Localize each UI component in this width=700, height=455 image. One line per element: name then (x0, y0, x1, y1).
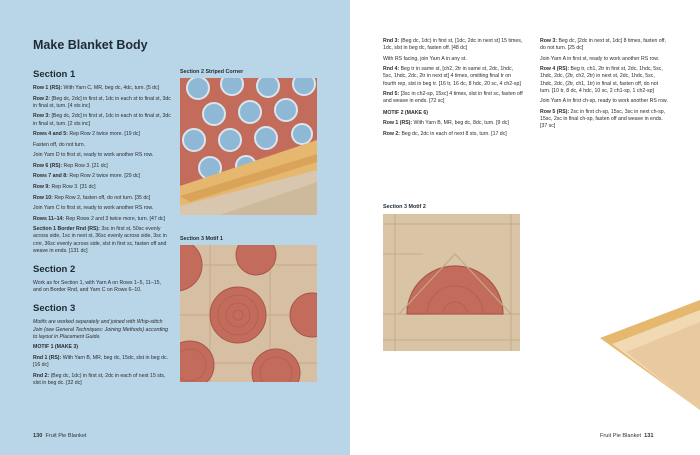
instruction-text: Rep Row 2, fasten off, do not turn. [35 dc] (52, 194, 151, 201)
instruction-paragraph (33, 226, 171, 255)
instruction-paragraph (33, 163, 171, 170)
motif-1-heading: MOTIF 1 (MAKE 3) (33, 344, 78, 351)
instruction-label: Rows 4 and 5: (33, 131, 68, 138)
section-3-note: Motifs are worked separately and joined with Whip-stitch Join (see General Techniques: Joining Methods) according to layout in Placement Guide. (33, 319, 169, 340)
section-2-text: Work as for Section 1, with Yarn A on Rows 1–5, 11–15, and on Border Rnd, and Yarn C on Rows 6–10. (33, 280, 161, 294)
instruction-label: Section 1 Border Rnd (RS): (33, 226, 100, 233)
page-title: Make Blanket Body (33, 38, 148, 52)
instruction-text: 3sc in first st, 50sc evenly across side, 1sc in next st, 36sc evenly across side, 3sc in crnr, 36sc evenly across side, slst in first sc, fasten off and weave in ends. [131 dc] (33, 226, 167, 254)
instruction-paragraph (33, 205, 171, 212)
instruction-label: Row 5 (RS): (540, 108, 570, 115)
instruction-text: Rep Row 2 twice more. [19 dc] (67, 131, 140, 138)
instruction-text: Join Yarn A in first st, ready to work another RS row. (540, 55, 660, 62)
instruction-text: Beg dc, 2dc in each of next 8 sts, turn. [17 dc] (400, 130, 507, 137)
instruction-label: Rnd 5: (383, 91, 400, 98)
instruction-paragraph (33, 355, 171, 369)
instruction-text: Rep Rows 2 and 3 twice more, turn. [47 dc] (64, 215, 166, 222)
instruction-text: Rep Row 2 twice more. [29 dc] (67, 173, 140, 180)
page-number-left: 130 (33, 433, 43, 439)
instruction-label: Row 6 (RS): (33, 162, 63, 169)
instruction-text: Beg dc, [2dc in next st, 1dc] 8 times, fasten off, do not turn. [25 dc] (540, 38, 666, 52)
instruction-label: Row 2: (33, 95, 51, 102)
running-title-right: Fruit Pie Blanket (600, 433, 642, 439)
instruction-text: (Beg dc, 1dc) in first st, [1dc, 2dc in next st] 15 times, 1dc, slst in beg dc, fasten off. [48 dc] (383, 38, 523, 52)
instruction-paragraph (540, 109, 668, 131)
instruction-text: Rep Row 3. [21 dc] (62, 162, 108, 169)
instruction-text: [Beg dc, 2dc] in first st, 1dc in each st to final st, 3dc in final st, turn. [2 sts inc] (33, 113, 171, 127)
instruction-label: Row 3: (540, 38, 558, 44)
motif-1-instructions (33, 355, 171, 387)
instruction-text: (Beg dc, 1dc) in first st, 2dc in each of next 15 sts, slst in beg dc. [32 dc] (33, 372, 166, 386)
instruction-label: Rows 11–14: (33, 215, 65, 222)
left-footer (33, 433, 87, 439)
photo-striped-corner (180, 78, 317, 215)
instruction-label: Rnd 4: (383, 66, 400, 73)
instruction-paragraph (33, 152, 171, 159)
instruction-label: Rnd 1 (RS): (33, 354, 62, 361)
motif-2-instructions (383, 120, 523, 138)
running-title-left: Fruit Pie Blanket (45, 433, 87, 439)
instruction-text: With Yarn B, MR, beg dc, 15dc, slst in beg dc. [16 dc] (33, 354, 169, 369)
instruction-label: Row 4 (RS): (540, 66, 570, 73)
instruction-paragraph (33, 173, 171, 180)
right-text-column-2 (540, 38, 668, 134)
instruction-label: Rows 7 and 8: (33, 173, 68, 180)
instruction-text: [Beg dc, 2dc] in first st, 1dc in each st to final st, 3dc in final st, turn. [4 sts inc] (33, 95, 171, 109)
section-2-heading: Section 2 (33, 263, 76, 275)
instruction-text: Beg tr in same st, [ch2, 2tr in same st, 2dc, 1hdc, 5sc, 1hdc, 2dc, 2tr in next st] 4 times, omitting final tr on fourth rep, slst in beg tr. [16 tr, 16 dc, 8 hdc, 20 sc, 4 ch2-sp] (383, 66, 521, 87)
motif-1-continued-instructions (383, 38, 523, 106)
instruction-paragraph (33, 216, 171, 223)
instruction-text: Fasten off, do not turn. (33, 141, 86, 148)
instruction-text: Join Yarn D to first st, ready to work another RS row. (33, 152, 154, 159)
instruction-paragraph (33, 131, 171, 138)
instruction-text: [3sc in ch2-sp, 15sc] 4 times, slst in first sc, fasten off and weave in ends. [72 sc] (383, 91, 523, 105)
instruction-paragraph (33, 85, 171, 92)
instruction-paragraph (33, 96, 171, 110)
instruction-paragraph (540, 66, 668, 95)
instruction-text: 2sc in first ch-sp, 15sc, 3sc in next ch-sp, 15sc, 2sc in final ch-sp, fasten off and weave in ends. [37 sc] (540, 108, 666, 130)
instruction-paragraph (33, 184, 171, 191)
instruction-paragraph (540, 98, 668, 105)
left-text-column (33, 68, 171, 390)
instruction-label: Rnd 3: (383, 38, 400, 44)
instruction-paragraph (33, 142, 171, 149)
instruction-text: Join Yarn A in first ch-sp, ready to work another RS row. (540, 98, 668, 105)
instruction-paragraph (540, 38, 668, 52)
photo-motif-2 (383, 214, 520, 351)
instruction-label: Row 10: (33, 194, 53, 201)
motif-2-continued-instructions (540, 38, 668, 130)
instruction-paragraph (33, 113, 171, 127)
right-text-column-1 (383, 38, 523, 141)
instruction-paragraph (540, 56, 668, 63)
instruction-paragraph (383, 66, 523, 88)
instruction-text: Join Yarn C to first st, ready to work another RS row. (33, 205, 154, 212)
section-1-heading: Section 1 (33, 69, 76, 80)
instruction-label: Row 1 (RS): (33, 85, 63, 92)
instruction-paragraph (33, 195, 171, 202)
instruction-paragraph (33, 373, 171, 387)
section-1-instructions (33, 85, 171, 255)
instruction-paragraph (383, 131, 523, 138)
instruction-text: Beg tr, ch1, 2tr in first st, 2dc, 1hdc, 5sc, 1hdc, 2dc, (2tr, ch2, 2tr) in next st, 2dc, 1hdc, 5sc, 1hdc, 2dc, (2tr, ch1, 1tr) in final st, fasten off, do not turn. [10 tr, 8 dc, 4 hdc, 10 sc, 2 ch1-sp, 1 ch2-sp] (540, 66, 663, 94)
instruction-paragraph (383, 91, 523, 105)
instruction-paragraph (383, 56, 523, 63)
motif-2-heading: MOTIF 2 (MAKE 6) (383, 109, 428, 116)
instruction-text: With RS facing, join Yarn A in any st. (383, 55, 467, 62)
page-number-right: 131 (644, 433, 654, 439)
instruction-label: Row 3: (33, 113, 51, 120)
decorative-pie-wedge (600, 300, 700, 410)
instruction-paragraph (383, 38, 523, 52)
caption-striped-corner: Section 2 Striped Corner (180, 69, 244, 75)
instruction-label: Row 1 (RS): (383, 120, 413, 127)
caption-motif-2: Section 3 Motif 2 (383, 204, 426, 210)
caption-motif-1: Section 3 Motif 1 (180, 236, 223, 242)
instruction-paragraph (383, 120, 523, 127)
right-footer (600, 433, 654, 439)
instruction-label: Row 2: (383, 130, 401, 137)
instruction-label: Rnd 2: (33, 372, 50, 379)
instruction-text: With Yarn B, MR, beg dc, 8dc, turn. [9 dc] (412, 120, 509, 127)
photo-motif-1 (180, 245, 317, 382)
instruction-label: Row 9: (33, 183, 51, 190)
instruction-text: Rep Row 3. [31 dc] (50, 183, 96, 190)
instruction-text: With Yarn C, MR, beg dc, 4dc, turn. [5 dc] (62, 85, 160, 92)
section-3-heading: Section 3 (33, 303, 76, 315)
